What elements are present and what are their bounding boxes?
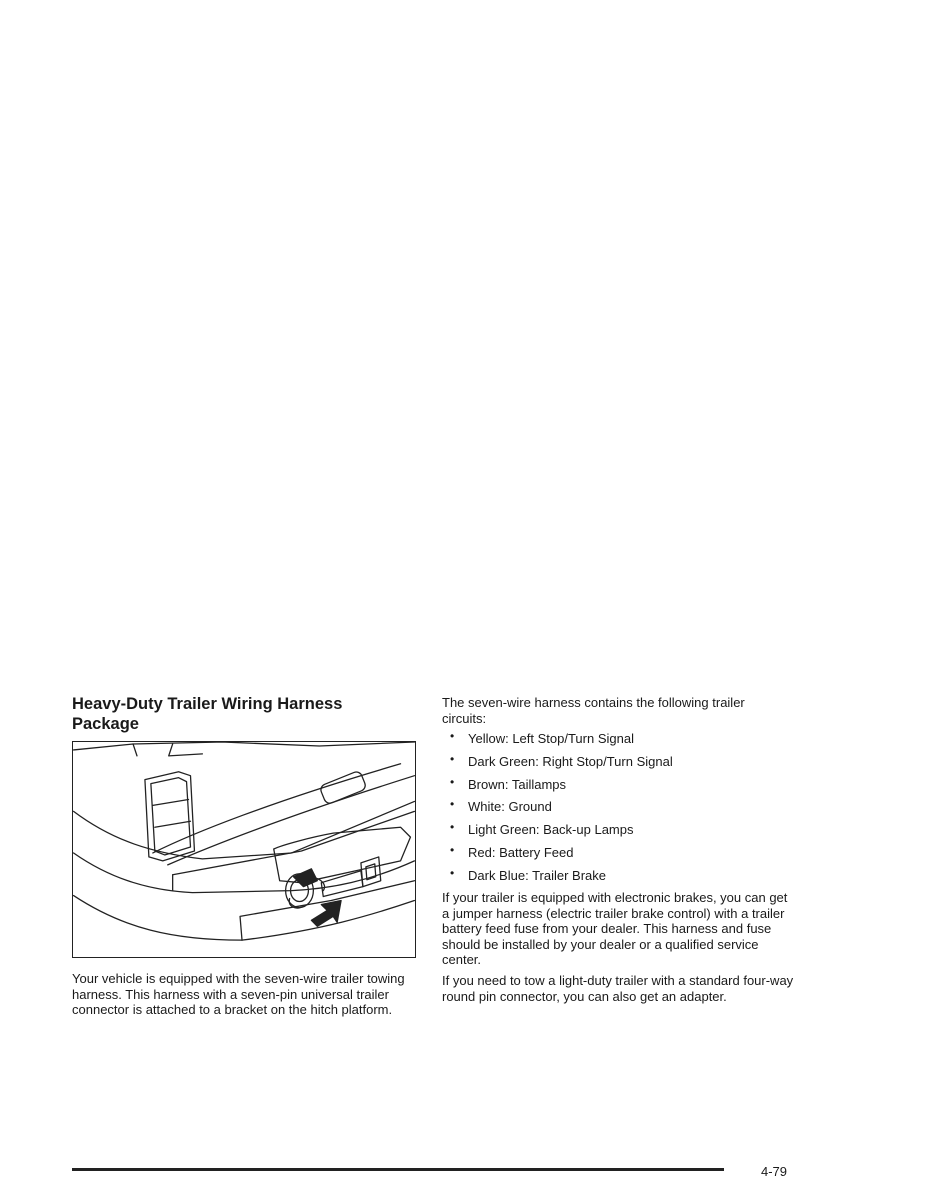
list-item [450,842,780,861]
bullet-icon: • [450,865,455,880]
circuit-label: Light Green: Back-up Lamps [468,822,634,838]
footer-rule [72,1168,724,1171]
circuit-label: Brown: Taillamps [468,776,567,792]
list-item [450,774,780,793]
list-item [450,822,780,838]
adapter-paragraph: If you need to tow a light-duty trailer with a standard four-way round pin connector, you can also get an adapter. [442,973,794,1004]
bullet-icon: • [450,797,455,812]
tail-lamp-icon [145,772,195,861]
section-heading: Heavy-Duty Trailer Wiring Harness Package [72,695,343,733]
circuit-label: White: Ground [468,799,552,815]
circuit-label: Dark Green: Right Stop/Turn Signal [468,753,673,769]
circuit-list [450,731,780,891]
list-item [450,731,780,747]
bullet-icon: • [450,820,455,835]
list-item [450,799,780,815]
circuit-label: Yellow: Left Stop/Turn Signal [468,731,634,746]
bullet-icon: • [450,751,455,766]
bullet-icon: • [450,842,455,857]
circuits-intro: The seven-wire harness contains the following trailer circuits: [442,695,745,726]
bullet-icon: • [450,729,455,743]
tailgate-top-edge [74,742,415,750]
bullet-icon: • [450,774,455,789]
list-item [450,751,780,770]
electronic-brakes-paragraph: If your trailer is equipped with electronic brakes, you can get a jumper harness (electric trailer brake control) with a trailer battery feed fuse from your dealer. This harness and fuse should be installed by your dealer or a qualified service center. [442,890,788,967]
circuit-label: Dark Blue: Trailer Brake [468,867,606,883]
harness-description: Your vehicle is equipped with the seven-wire trailer towing harness. This harness with a seven-pin universal trailer connector is attached to a bracket on the hitch platform. [72,971,405,1017]
page-number: 4-79 [761,1164,788,1179]
trailer-hitch-illustration [72,741,416,958]
list-item [450,865,780,884]
circuit-label: Red: Battery Feed [468,844,574,860]
pointer-arrow-icon [311,901,341,927]
